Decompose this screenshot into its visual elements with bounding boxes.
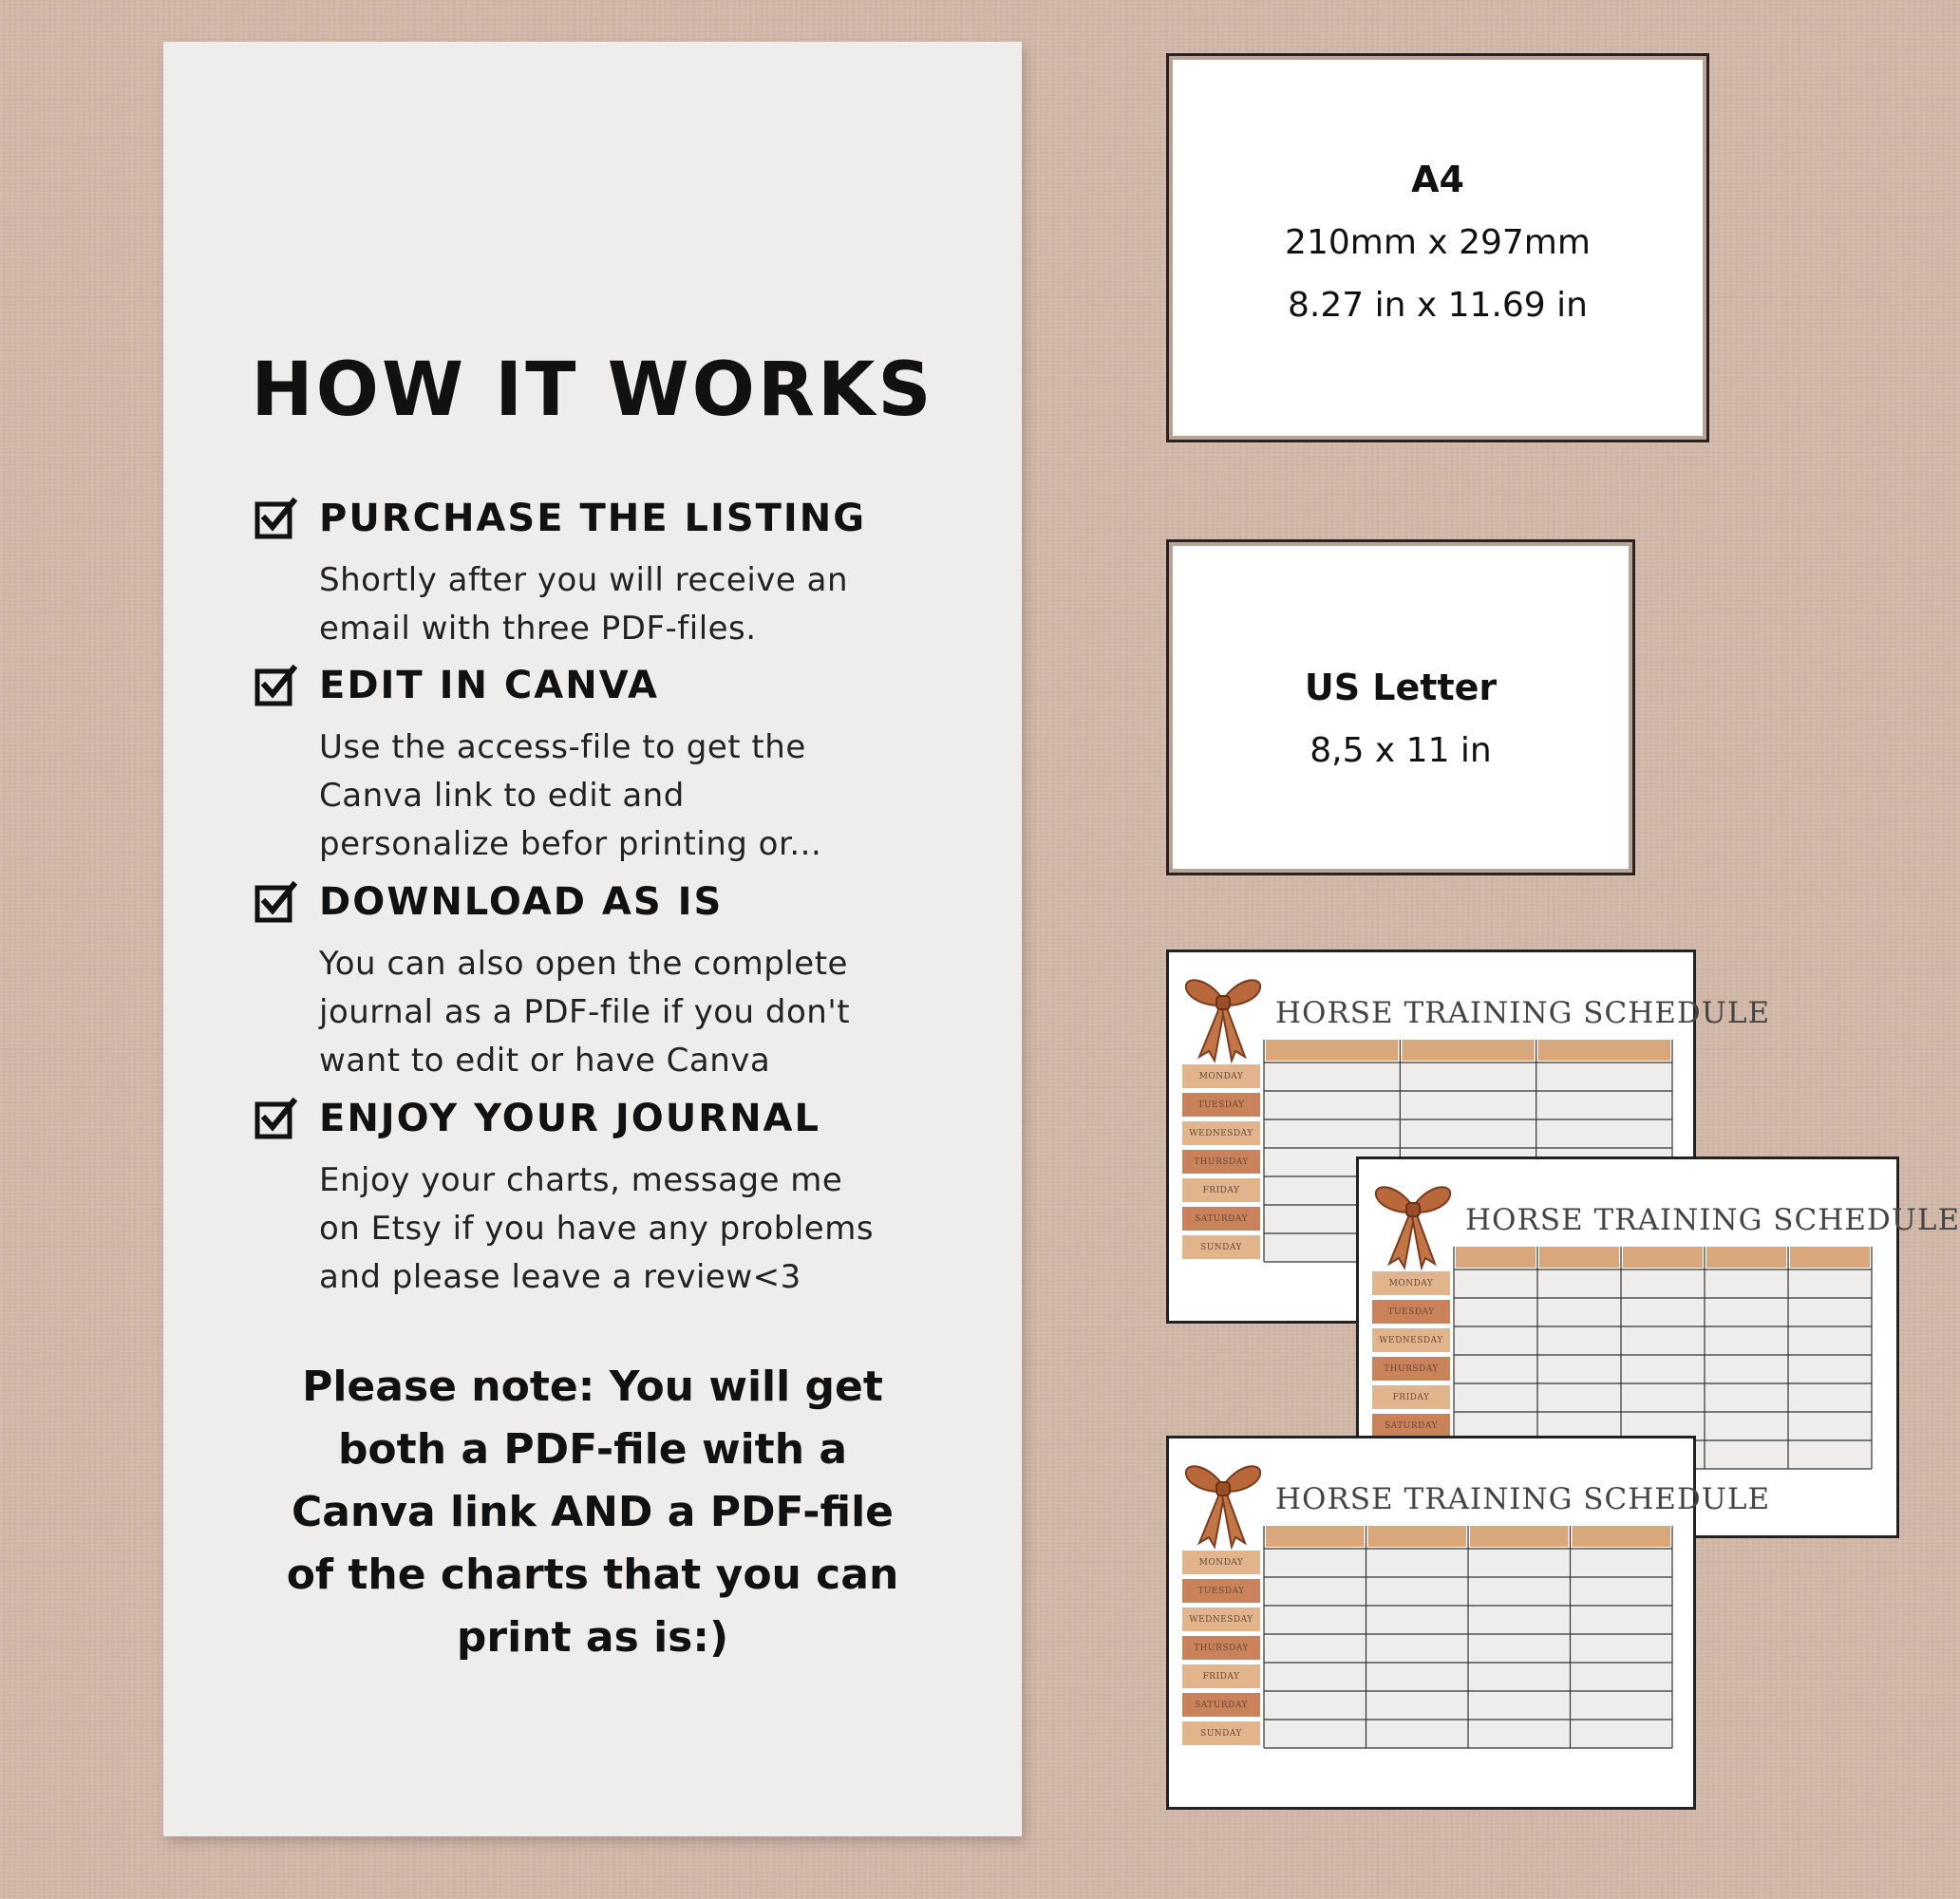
checkbox-icon [254, 665, 296, 706]
day-label: FRIDAY [1182, 1664, 1260, 1688]
size-card-us-letter [1166, 539, 1635, 875]
day-label: SATURDAY [1182, 1693, 1260, 1717]
day-label: TUESDAY [1372, 1300, 1450, 1324]
bow-icon [1182, 1457, 1264, 1552]
step-description: Enjoy your charts, message me on Etsy if you have any problems and please leave a review<3 [319, 1161, 875, 1296]
day-label: WEDNESDAY [1372, 1328, 1450, 1352]
day-label: MONDAY [1182, 1064, 1260, 1088]
grid-header-cell [1456, 1247, 1536, 1268]
step-purchase [254, 490, 976, 653]
day-label: MONDAY [1182, 1551, 1260, 1574]
size-dimensions-mm: 210mm x 297mm [1285, 223, 1591, 262]
step-title: DOWNLOAD AS IS [319, 880, 724, 924]
grid-header-cell [1266, 1040, 1398, 1061]
grid-header-cell [1538, 1040, 1670, 1061]
size-dimensions-in: 8.27 in x 11.69 in [1288, 286, 1588, 325]
grid-header-cell [1470, 1526, 1569, 1547]
day-label: SUNDAY [1182, 1721, 1260, 1745]
day-label: MONDAY [1372, 1271, 1450, 1295]
step-edit-in-canva [254, 657, 976, 869]
day-label: FRIDAY [1182, 1178, 1260, 1202]
day-labels [1182, 1551, 1260, 1750]
day-label: SUNDAY [1182, 1235, 1260, 1259]
size-card-a4 [1166, 53, 1709, 442]
bow-icon [1182, 971, 1264, 1066]
size-name: US Letter [1304, 667, 1498, 708]
step-enjoy-journal [254, 1090, 976, 1302]
step-title: EDIT IN CANVA [319, 664, 659, 707]
step-description: You can also open the complete journal as a PDF-file if you don't want to edit or have Canva [319, 945, 851, 1080]
step-description: Shortly after you will receive an email with three PDF-files. [319, 561, 849, 648]
grid-header-cell [1706, 1247, 1786, 1268]
how-it-works-card [163, 42, 1022, 1836]
day-labels [1182, 1064, 1260, 1264]
size-dimensions-in: 8,5 x 11 in [1310, 731, 1492, 770]
grid-header-cell [1573, 1526, 1671, 1547]
day-label: FRIDAY [1372, 1385, 1450, 1409]
day-label: WEDNESDAY [1182, 1608, 1260, 1631]
step-description: Use the access-file to get the Canva link to edit and personalize befor printing or... [319, 728, 822, 863]
bow-icon [1372, 1178, 1454, 1273]
day-label: THURSDAY [1372, 1357, 1450, 1381]
day-label: WEDNESDAY [1182, 1121, 1260, 1145]
please-note-text: Please note: You will get both a PDF-file with a Canva link AND a PDF-file of the charts that you can print as is:) [286, 1363, 899, 1662]
day-label: TUESDAY [1182, 1093, 1260, 1117]
grid-header-cell [1266, 1526, 1365, 1547]
grid-header-cell [1368, 1526, 1467, 1547]
grid-header-cell [1623, 1247, 1703, 1268]
checkbox-icon [254, 1098, 296, 1139]
schedule-preview-sheet [1166, 1436, 1771, 1810]
schedule-title: HORSE TRAINING SCHEDULE [1275, 996, 1771, 1030]
grid-header-cell [1539, 1247, 1619, 1268]
day-label: TUESDAY [1182, 1579, 1260, 1603]
day-label: THURSDAY [1182, 1150, 1260, 1174]
checkbox-icon [254, 498, 296, 539]
size-name: A4 [1411, 159, 1464, 200]
day-label: THURSDAY [1182, 1636, 1260, 1660]
schedule-title: HORSE TRAINING SCHEDULE [1275, 1482, 1771, 1516]
step-download-as-is [254, 874, 976, 1085]
schedule-grid [1264, 1526, 1672, 1752]
day-label: SATURDAY [1182, 1207, 1260, 1231]
checkbox-icon [254, 881, 296, 923]
day-label: SATURDAY [1372, 1414, 1450, 1438]
schedule-title: HORSE TRAINING SCHEDULE [1465, 1203, 1960, 1237]
grid-header-cell [1790, 1247, 1870, 1268]
step-title: ENJOY YOUR JOURNAL [319, 1097, 820, 1140]
grid-header-cell [1402, 1040, 1534, 1061]
how-it-works-title: HOW IT WORKS [251, 348, 934, 433]
step-title: PURCHASE THE LISTING [319, 497, 867, 540]
